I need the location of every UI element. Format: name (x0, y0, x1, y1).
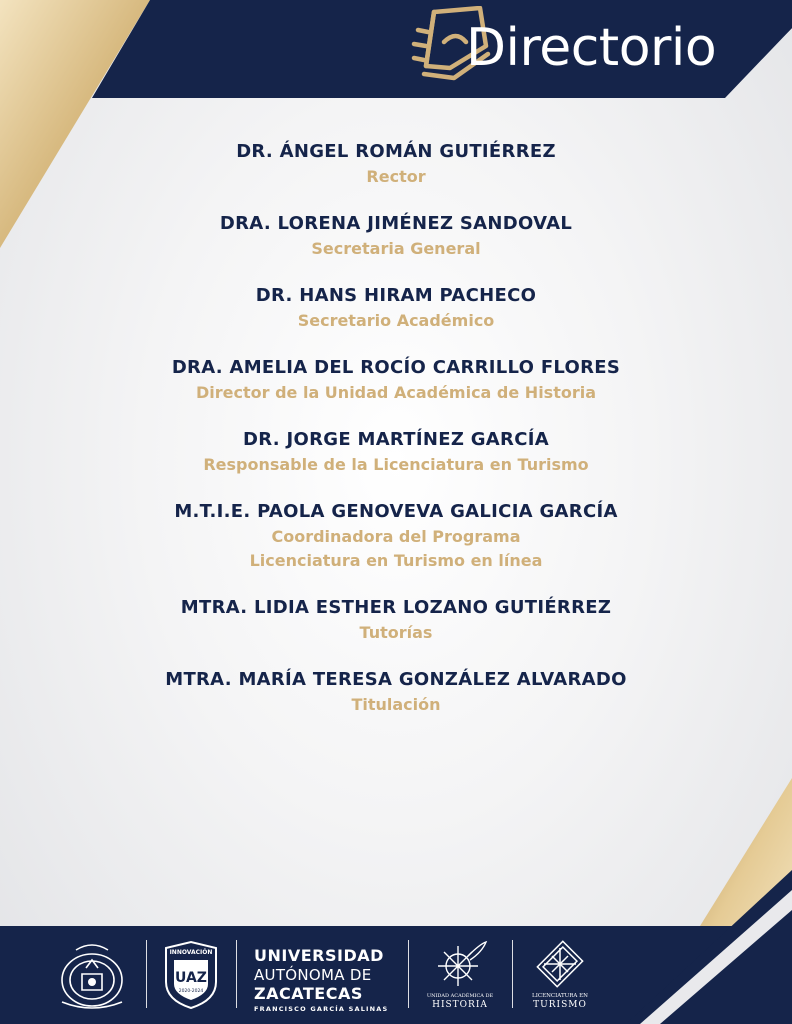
person-name: DRA. LORENA JIMÉNEZ SANDOVAL (219, 213, 573, 234)
footer-divider (512, 940, 513, 1008)
person-role: Rector (366, 167, 426, 186)
directory-entry (96, 355, 696, 405)
person-name: DR. HANS HIRAM PACHECO (255, 285, 537, 306)
directory-entry (96, 139, 696, 189)
directory-entry (96, 499, 696, 573)
person-role: Tutorías (359, 623, 433, 642)
innovacion-badge-logo (162, 940, 220, 1010)
university-name (254, 946, 404, 1014)
footer-divider (146, 940, 147, 1008)
badge-top-text: INNOVACIÓN (169, 949, 213, 956)
university-line-3: ZACATECAS (254, 984, 363, 1003)
university-line-1: UNIVERSIDAD (254, 946, 384, 965)
footer-divider (408, 940, 409, 1008)
directory-entry (96, 211, 696, 261)
directory-entry (96, 667, 696, 717)
person-role: Titulación (351, 695, 441, 714)
person-name: MTRA. LIDIA ESTHER LOZANO GUTIÉRREZ (180, 597, 612, 618)
person-name: MTRA. MARÍA TERESA GONZÁLEZ ALVARADO (165, 669, 627, 690)
uaz-seal-logo (52, 940, 132, 1012)
person-name: DR. ÁNGEL ROMÁN GUTIÉRREZ (236, 141, 556, 162)
badge-center-text: UAZ (175, 970, 207, 986)
historia-compass-icon (430, 940, 490, 988)
university-line-4: FRANCISCO GARCÍA SALINAS (254, 1005, 389, 1013)
person-name: DR. JORGE MARTÍNEZ GARCÍA (243, 429, 549, 450)
footer-divider (236, 940, 237, 1008)
person-name: M.T.I.E. PAOLA GENOVEVA GALICIA GARCÍA (174, 501, 618, 522)
directory-entry (96, 427, 696, 477)
person-role-line-2: Licenciatura en Turismo en línea (249, 551, 543, 570)
historia-small-caption: UNIDAD ACADÉMICA DE (426, 993, 494, 999)
directory-entry (96, 283, 696, 333)
turismo-big-caption: TURISMO (533, 1000, 587, 1010)
person-role: Responsable de la Licenciatura en Turismo (203, 455, 589, 474)
turismo-emblem-icon (530, 938, 590, 990)
turismo-small-caption: LICENCIATURA EN (532, 993, 588, 999)
person-role: Director de la Unidad Académica de Historia (195, 383, 597, 402)
person-role: Coordinadora del Programa (271, 527, 521, 546)
directory-list (96, 139, 696, 739)
university-line-2: AUTÓNOMA DE (254, 966, 372, 984)
page-title: Directorio (466, 18, 717, 78)
person-role: Secretario Académico (297, 311, 495, 330)
person-name: DRA. AMELIA DEL ROCÍO CARRILLO FLORES (171, 357, 621, 378)
person-role: Secretaria General (311, 239, 481, 258)
badge-years-text: 2020-2024 (178, 989, 204, 994)
historia-big-caption: HISTORIA (432, 1000, 488, 1010)
directory-entry (96, 595, 696, 645)
